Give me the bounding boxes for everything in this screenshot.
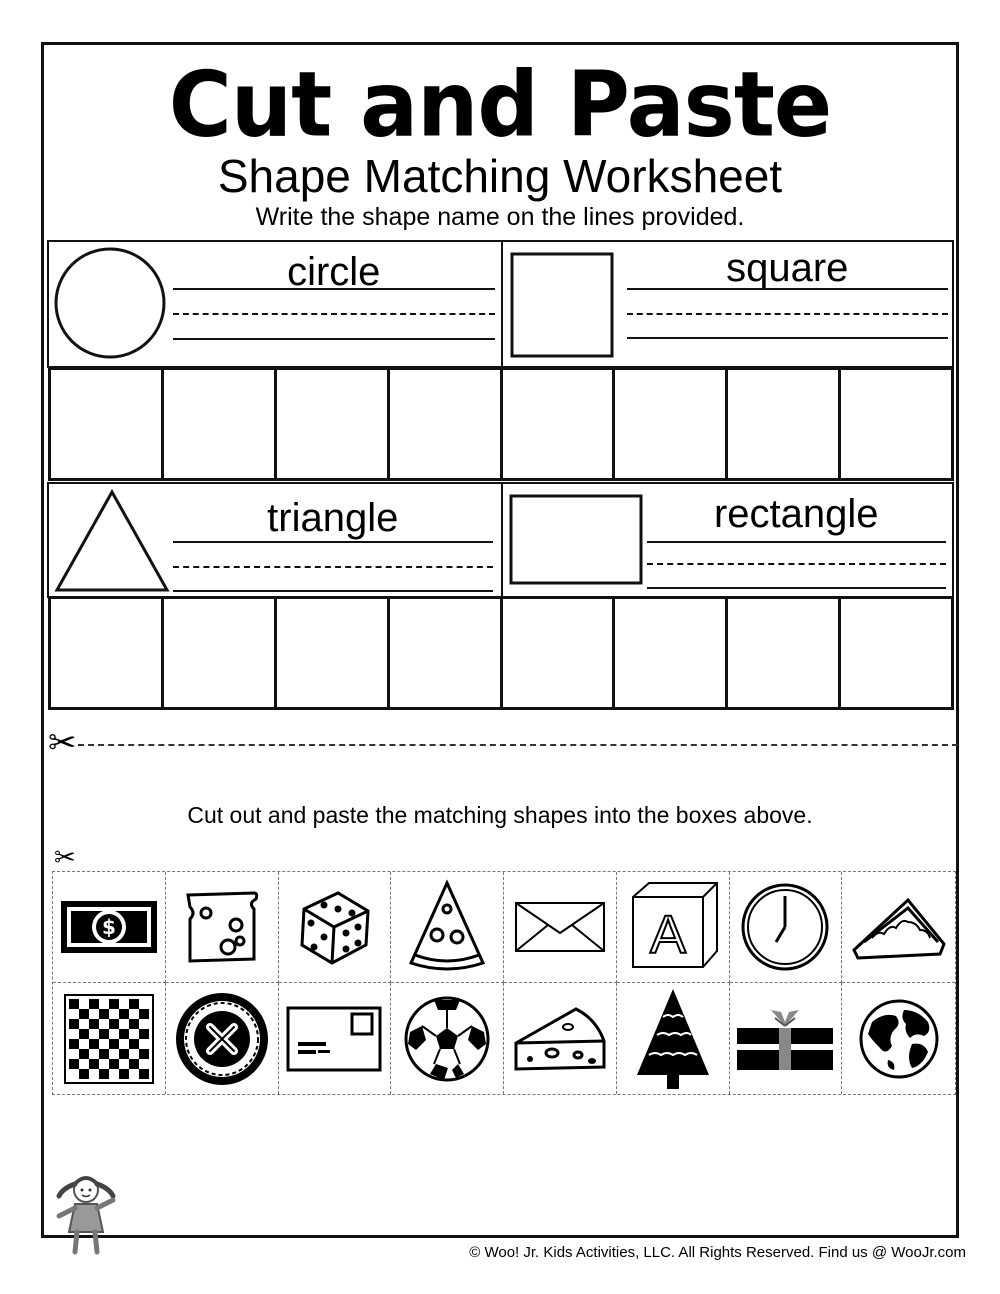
triangle-shape-icon — [53, 488, 171, 594]
paste-box[interactable] — [500, 596, 616, 710]
dollar-bill-icon — [59, 899, 159, 955]
dollar-symbol: $ — [101, 915, 116, 939]
triangle-panel — [49, 484, 501, 596]
cutout-cell[interactable] — [617, 872, 730, 983]
square-label: square — [726, 246, 849, 290]
paste-box[interactable] — [161, 596, 277, 710]
cutout-cell[interactable] — [504, 983, 617, 1094]
cutout-cell[interactable] — [504, 872, 617, 983]
paste-boxes-row-1 — [48, 367, 954, 481]
page-subtitle: Shape Matching Worksheet — [217, 150, 783, 202]
circle-panel — [49, 242, 501, 366]
scissors-icon: ✂ — [54, 843, 76, 873]
rectangle-panel — [501, 484, 955, 596]
cut-instruction: Cut out and paste the matching shapes into the boxes above. — [187, 802, 813, 828]
paste-box[interactable] — [161, 367, 277, 481]
dice-icon — [294, 887, 374, 967]
clock-icon — [740, 882, 830, 972]
cutout-cell[interactable] — [53, 983, 166, 1094]
postcard-icon — [286, 1006, 382, 1072]
square-shape-icon — [510, 252, 614, 358]
cheese-wedge-icon — [512, 1005, 608, 1073]
gift-box-icon — [735, 1006, 835, 1072]
paste-box[interactable] — [48, 596, 164, 710]
instruction-text: Write the shape name on the lines provided. — [255, 203, 745, 231]
cutout-cell[interactable] — [842, 872, 955, 983]
copyright-footer: © Woo! Jr. Kids Activities, LLC. All Rights Reserved. Find us @ WooJr.com — [469, 1244, 966, 1261]
cutout-cell[interactable] — [617, 983, 730, 1094]
swiss-cheese-icon — [184, 889, 260, 965]
paste-boxes-row-2 — [48, 596, 954, 710]
shape-row-2 — [47, 482, 954, 598]
paste-box[interactable] — [725, 596, 841, 710]
cutout-grid — [52, 871, 956, 1095]
triangle-label: triangle — [267, 496, 399, 540]
woo-jr-mascot-logo — [53, 1170, 119, 1258]
cutout-cell[interactable] — [730, 983, 843, 1094]
cutout-cell[interactable] — [166, 872, 279, 983]
cutout-cell[interactable] — [53, 872, 166, 983]
sandwich-icon — [850, 894, 948, 960]
soccer-ball-icon — [404, 996, 490, 1082]
rectangle-shape-icon — [509, 494, 643, 586]
cutout-cell[interactable] — [842, 983, 955, 1094]
rectangle-label: rectangle — [713, 492, 879, 536]
cutout-cell[interactable] — [166, 983, 279, 1094]
square-panel — [501, 242, 955, 366]
globe-icon — [858, 998, 940, 1080]
cutout-cell[interactable] — [279, 872, 392, 983]
page-title: Cut and Paste — [168, 52, 832, 158]
circle-label: circle — [287, 250, 381, 294]
paste-box[interactable] — [838, 367, 954, 481]
envelope-icon — [514, 901, 606, 953]
paste-box[interactable] — [387, 367, 503, 481]
paste-box[interactable] — [725, 367, 841, 481]
chessboard-icon — [64, 994, 154, 1084]
paste-box[interactable] — [500, 367, 616, 481]
paste-box[interactable] — [612, 367, 728, 481]
paste-box[interactable] — [48, 367, 164, 481]
paste-box[interactable] — [612, 596, 728, 710]
block-letter: A — [649, 905, 686, 965]
cutout-cell[interactable] — [391, 872, 504, 983]
pine-tree-icon — [633, 987, 713, 1091]
scissors-icon: ✂ — [48, 723, 77, 763]
paste-box[interactable] — [274, 596, 390, 710]
paste-box[interactable] — [838, 596, 954, 710]
paste-box[interactable] — [274, 367, 390, 481]
cutout-cell[interactable] — [730, 872, 843, 983]
button-icon — [174, 991, 270, 1087]
shape-row-1 — [47, 240, 954, 368]
pizza-slice-icon — [407, 879, 487, 975]
circle-shape-icon — [53, 246, 167, 360]
letter-block-icon — [625, 881, 721, 973]
cut-line — [78, 744, 958, 746]
cutout-cell[interactable] — [391, 983, 504, 1094]
paste-box[interactable] — [387, 596, 503, 710]
cutout-cell[interactable] — [279, 983, 392, 1094]
